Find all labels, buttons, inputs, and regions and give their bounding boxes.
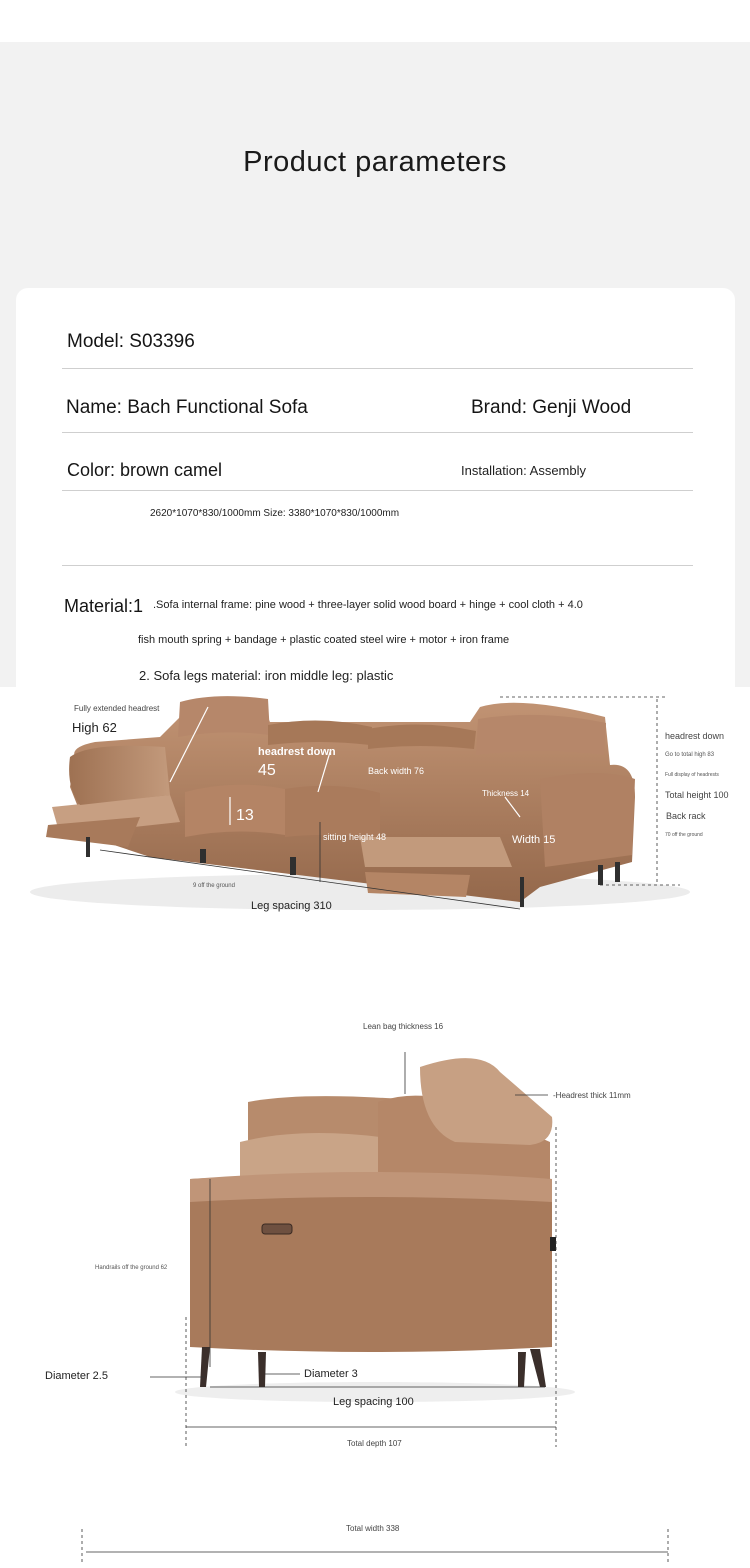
divider — [62, 368, 693, 369]
model-text: Model: S03396 — [67, 331, 195, 352]
label-lean-bag: Lean bag thickness 16 — [363, 1022, 444, 1031]
side-view-sofa — [175, 1058, 575, 1402]
material-line-3: 2. Sofa legs material: iron middle leg: plastic — [139, 668, 394, 683]
label-9-off-ground: 9 off the ground — [193, 883, 235, 889]
divider — [62, 565, 693, 566]
label-diameter-3: Diameter 3 — [304, 1368, 358, 1380]
color-text: Color: brown camel — [67, 460, 223, 480]
front-view-sofa — [30, 696, 690, 910]
size-text: 2620*1070*830/1000mm Size: 3380*1070*830/1000mm — [150, 508, 400, 519]
material-line-1: .Sofa internal frame: pine wood + three-layer solid wood board + hinge + cool cloth + 4.0 — [153, 599, 583, 611]
label-right-headrest-down: headrest down — [665, 731, 725, 741]
label-diameter-2-5: Diameter 2.5 — [45, 1370, 108, 1382]
label-leg-spacing-310: Leg spacing 310 — [251, 900, 332, 912]
label-back-width: Back width 76 — [368, 766, 425, 776]
label-width-15: Width 15 — [512, 834, 556, 846]
installation-text: Installation: Assembly — [461, 463, 587, 478]
label-total-height: Total height 100 — [665, 790, 729, 800]
page-title: Product parameters — [243, 146, 507, 178]
label-total-width: Total width 338 — [346, 1524, 400, 1533]
label-handrails: Handrails off the ground 62 — [95, 1265, 168, 1271]
divider — [62, 490, 693, 491]
label-leg-spacing-100: Leg spacing 100 — [333, 1396, 414, 1408]
label-70-off-ground: 70 off the ground — [665, 832, 703, 838]
name-text: Name: Bach Functional Sofa — [66, 397, 308, 418]
label-full-display: Full display of headrests — [665, 772, 719, 778]
label-headrest-down-value: 45 — [258, 762, 276, 779]
label-13: 13 — [236, 807, 254, 824]
label-high-62: High 62 — [72, 720, 117, 735]
sofa-drawing — [0, 687, 750, 1563]
label-headrest-down: headrest down — [258, 746, 336, 758]
brand-text: Brand: Genji Wood — [471, 397, 632, 418]
label-total-depth: Total depth 107 — [347, 1439, 402, 1448]
label-fully-extended: Fully extended headrest — [74, 704, 160, 713]
label-sitting-height: sitting height 48 — [323, 832, 387, 842]
material-line-2: fish mouth spring + bandage + plastic coated steel wire + motor + iron frame — [138, 634, 510, 646]
label-go-total-high: Go to total high 83 — [665, 752, 715, 758]
label-headrest-thick: -Headrest thick 11mm — [553, 1091, 631, 1100]
divider — [62, 432, 693, 433]
sofa-dimension-illustration — [0, 687, 750, 1563]
label-thickness: Thickness 14 — [482, 789, 530, 798]
top-bar — [0, 0, 750, 42]
material-label: Material:1 — [64, 596, 144, 616]
label-back-rack: Back rack — [666, 811, 706, 821]
